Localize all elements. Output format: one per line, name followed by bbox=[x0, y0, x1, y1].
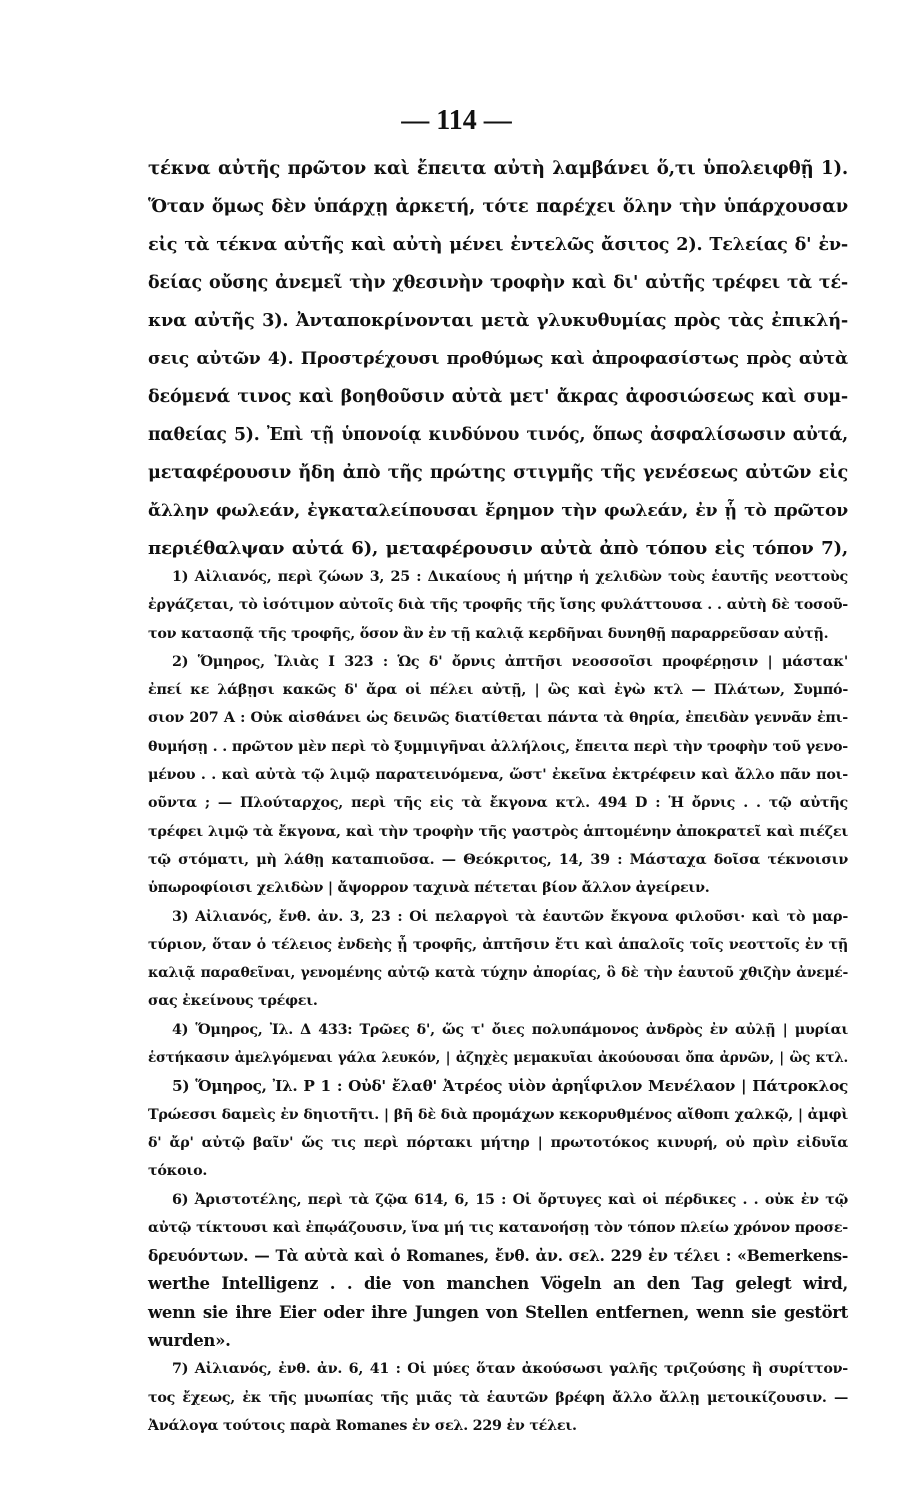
footnote-line: 3) Αἰλιανός, ἔνθ. ἀν. 3, 23 : Οἱ πελαργοὶ τὰ ἑαυτῶν ἔκγονα φιλοῦσι· καὶ τὸ μαρ- bbox=[172, 908, 848, 925]
footnote-line: 1) Αἰλιανός, περὶ ζώων 3, 25 : Δικαίους ἡ μήτηρ ἡ χελιδὼν τοὺς ἑαυτῆς νεοττοὺς bbox=[172, 569, 848, 585]
main-text bbox=[148, 150, 848, 568]
footnote-line: δρευόντων. — Τὰ αὐτὰ καὶ ὁ Romanes, ἔνθ. ἀν. σελ. 229 ἐν τέλει : «Bemerkens- bbox=[148, 1246, 848, 1266]
footnote-line: 5) Ὅμηρος, Ἰλ. Ρ 1 : Οὐδ' ἔλαθ' Ἀτρέος υἱὸν ἀρηΐφιλον Μενέλαον | Πάτροκλος bbox=[172, 1077, 848, 1096]
footnote-line: wenn sie ihre Eier oder ihre Jungen von Stellen entfernen, wenn sie gestört bbox=[148, 1302, 848, 1322]
footnote-line: 4) Ὅμηρος, Ἰλ. Δ 433: Τρῶες δ', ὥς τ' ὄιες πολυπάμονος ἀνδρὸς ἐν αὐλῇ | μυρίαι bbox=[172, 1021, 848, 1038]
footnote-line: ἐπεί κε λάβῃσι κακῶς δ' ἄρα οἱ πέλει αὐτῇ, | ὣς καὶ ἐγὼ κτλ — Πλάτων, Συμπό- bbox=[148, 682, 848, 699]
main-text-line: μεταφέρουσιν ἤδη ἀπὸ τῆς πρώτης στιγμῆς τῆς γενέσεως αὐτῶν εἰς bbox=[148, 462, 848, 483]
footnotes bbox=[148, 563, 848, 1440]
footnote-line: Τρώεσσι δαμεὶς ἐν δηιοτῆτι. | βῆ δὲ διὰ προμάχων κεκορυθμένος αἴθοπι χαλκῷ, | ἀμφὶ bbox=[148, 1106, 848, 1123]
footnote-line: αὐτῷ τίκτουσι καὶ ἐπῳάζουσιν, ἵνα μή τις κατανοήσῃ τὸν τόπον πλείω χρόνον προσε- bbox=[148, 1219, 848, 1236]
footnote-line: θυμήσῃ . . πρῶτον μὲν περὶ τὸ ξυμμιγῆναι ἀλλήλοις, ἔπειτα περὶ τὴν τροφὴν τοῦ γενο- bbox=[148, 738, 848, 755]
footnote-line: τύριον, ὅταν ὁ τέλειος ἐνδεὴς ᾖ τροφῆς, ἀπτῆσιν ἔτι καὶ ἁπαλοῖς τοῖς νεοττοῖς ἐν τῇ bbox=[148, 936, 848, 953]
main-text-line: σεις αὐτῶν 4). Προστρέχουσι προθύμως καὶ ἀπροφασίστως πρὸς αὐτὰ bbox=[148, 349, 848, 369]
footnote-line: Ἀνάλογα τούτοις παρὰ Romanes ἐν σελ. 229 ἐν τέλει. bbox=[148, 1417, 577, 1434]
main-text-line: κνα αὐτῆς 3). Ἀνταποκρίνονται μετὰ γλυκυθυμίας πρὸς τὰς ἐπικλή- bbox=[148, 310, 848, 331]
footnote-line: wurden». bbox=[148, 1331, 231, 1351]
footnote-line: σας ἐκείνους τρέφει. bbox=[148, 993, 318, 1010]
footnote-line: σιον 207 Α : Οὐκ αἰσθάνει ὡς δεινῶς διατίθεται πάντα τὰ θηρία, ἐπειδὰν γεννᾶν ἐπι- bbox=[148, 710, 848, 727]
footnote-line: 6) Ἀριστοτέλης, περὶ τὰ ζῷα 614, 6, 15 : Οἱ ὄρτυγες καὶ οἱ πέρδικες . . οὐκ ἐν τῷ bbox=[172, 1191, 848, 1208]
footnote-line: 2) Ὅμηρος, Ἰλιὰς Ι 323 : Ὡς δ' ὄρνις ἀπτῆσι νεοσσοῖσι προφέρῃσιν | μάστακ' bbox=[172, 653, 848, 670]
footnote-line: τρέφει λιμῷ τὰ ἔκγονα, καὶ τὴν τροφὴν τῆς γαστρὸς ἁπτομένην ἀποκρατεῖ καὶ πιέζει bbox=[148, 823, 848, 840]
main-text-line: εἰς τὰ τέκνα αὐτῆς καὶ αὐτὴ μένει ἐντελῶς ἄσιτος 2). Τελείας δ' ἐν- bbox=[148, 234, 848, 255]
footnote-line: 7) Αἰλιανός, ἐνθ. ἀν. 6, 41 : Οἱ μύες ὅταν ἀκούσωσι γαλῆς τριζούσης ἢ συρίττον- bbox=[172, 1361, 848, 1378]
footnote-line: τον κατασπᾷ τῆς τροφῆς, ὅσον ἂν ἐν τῇ καλιᾷ κερδῆναι δυνηθῇ παραρρεῦσαν αὐτῇ. bbox=[148, 625, 829, 642]
footnote-line: ἑστήκασιν ἀμελγόμεναι γάλα λευκόν, | ἀζηχὲς μεμακυῖαι ἀκούουσαι ὄπα ἀρνῶν, | ὣς κτλ. bbox=[148, 1050, 848, 1067]
footnote-line: καλιᾷ παραθεῖναι, γενομένης αὐτῷ κατὰ τύχην ἀπορίας, ὃ δὲ τὴν ἑαυτοῦ χθιζὴν ἀνεμέ- bbox=[148, 965, 848, 982]
main-text-line: παθείας 5). Ἐπὶ τῇ ὑπονοίᾳ κινδύνου τινός, ὅπως ἀσφαλίσωσιν αὐτά, bbox=[148, 425, 848, 445]
footnote-line: δ' ἄρ' αὐτῷ βαῖν' ὥς τις περὶ πόρτακι μήτηρ | πρωτοτόκος κινυρή, οὐ πρὶν εἰδυῖα bbox=[148, 1134, 848, 1151]
main-text-line: δεόμενά τινος καὶ βοηθοῦσιν αὐτὰ μετ' ἄκρας ἀφοσιώσεως καὶ συμ- bbox=[148, 386, 848, 407]
footnote-line: τόκοιο. bbox=[148, 1163, 208, 1180]
main-text-line: τέκνα αὐτῆς πρῶτον καὶ ἔπειτα αὐτὴ λαμβάνει ὅ,τι ὑπολειφθῇ 1). bbox=[148, 158, 848, 179]
footnote-line: οῦντα ; — Πλούταρχος, περὶ τῆς εἰς τὰ ἔκγονα κτλ. 494 D : Ἡ ὄρνις . . τῷ αὐτῆς bbox=[148, 795, 848, 812]
main-text-line: ἄλλην φωλεάν, ἐγκαταλείπουσαι ἔρημον τὴν φωλεάν, ἐν ᾗ τὸ πρῶτον bbox=[148, 501, 848, 521]
page-number: — 114 — bbox=[401, 105, 512, 136]
main-text-line: Ὅταν ὅμως δὲν ὑπάρχῃ ἀρκετή, τότε παρέχει ὅλην τὴν ὑπάρχουσαν bbox=[148, 196, 848, 217]
footnote-line: τῷ στόματι, μὴ λάθῃ καταπιοῦσα. — Θεόκριτος, 14, 39 : Μάσταχα δοῖσα τέκνοισιν bbox=[148, 851, 848, 868]
footnote-line: τος ἔχεως, ἐκ τῆς μυωπίας τῆς μιᾶς τὰ ἑαυτῶν βρέφη ἄλλο ἄλλῃ μετοικίζουσιν. — bbox=[148, 1389, 848, 1406]
footnote-line: werthe Intelligenz . . die von manchen Vögeln an den Tag gelegt wird, bbox=[148, 1274, 848, 1294]
footnote-line: ὑπωροφίοισι χελιδὼν | ἄψορρον ταχινὰ πέτεται βίον ἄλλον ἀγείρειν. bbox=[148, 880, 710, 897]
main-text-line: δείας οὔσης ἀνεμεῖ τὴν χθεσινὴν τροφὴν καὶ δι' αὐτῆς τρέφει τὰ τέ- bbox=[148, 273, 848, 293]
footnote-line: μένου . . καὶ αὐτὰ τῷ λιμῷ παρατεινόμενα, ὥστ' ἐκεῖνα ἐκτρέφειν καὶ ἄλλο πᾶν ποι- bbox=[148, 767, 848, 784]
main-text-line: περιέθαλψαν αὐτά 6), μεταφέρουσιν αὐτὰ ἀπὸ τόπου εἰς τόπον 7), bbox=[148, 538, 848, 559]
footnote-line: ἐργάζεται, τὸ ἰσότιμον αὐτοῖς διὰ τῆς τροφῆς τῆς ἴσης φυλάττουσα . . αὐτὴ δὲ τοσοῦ- bbox=[148, 597, 848, 614]
